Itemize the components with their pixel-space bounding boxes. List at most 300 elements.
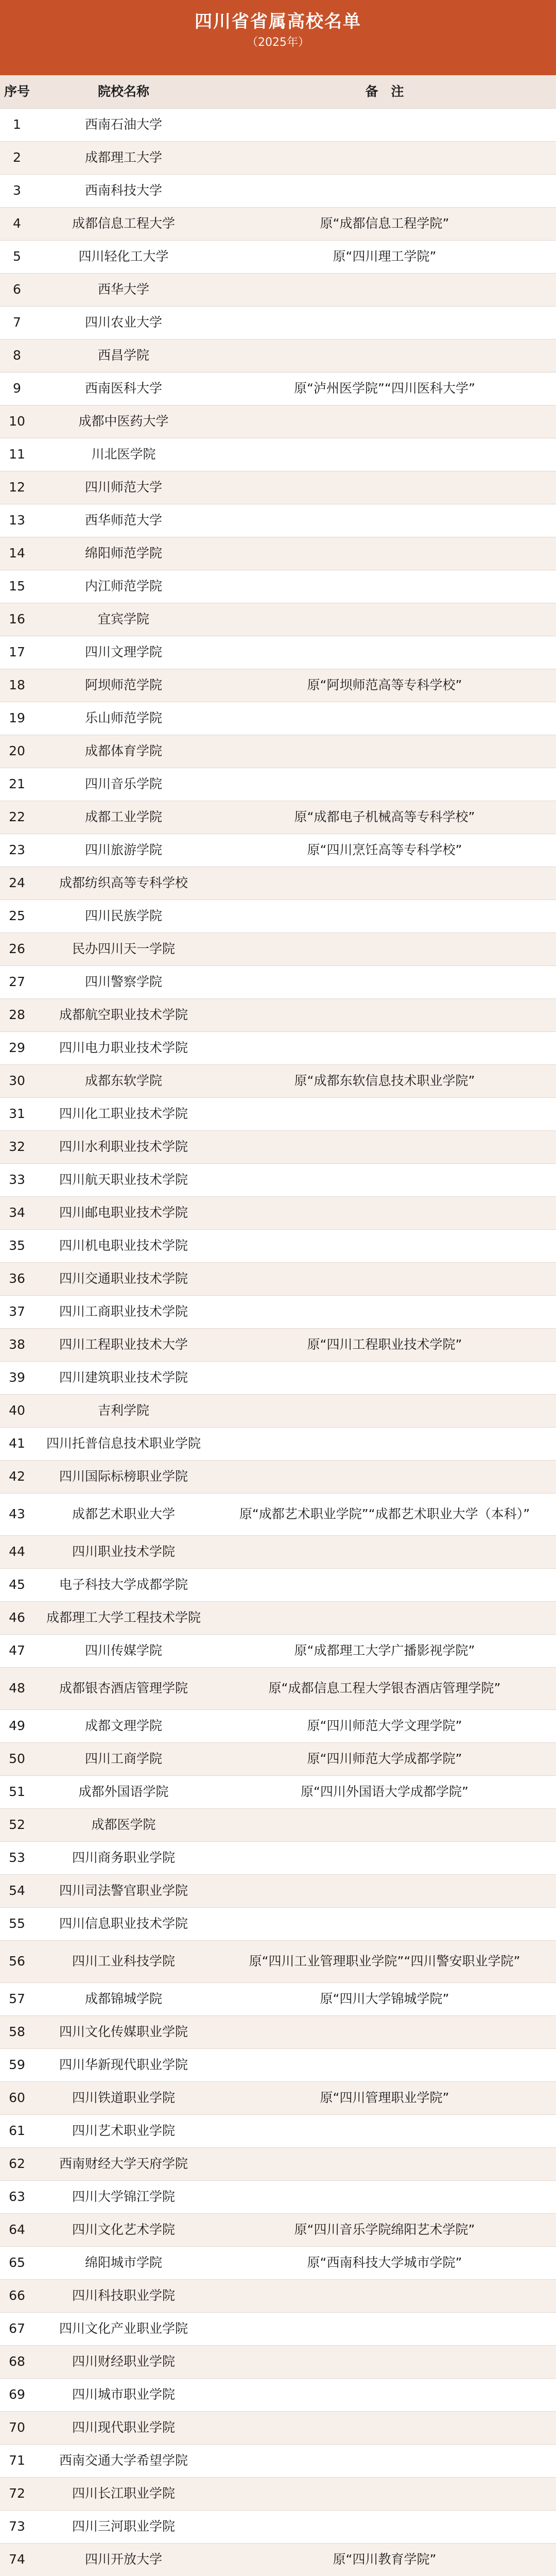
row-number: 9 bbox=[0, 372, 34, 405]
row-note bbox=[213, 273, 556, 306]
row-note bbox=[213, 471, 556, 504]
row-number: 48 bbox=[0, 1667, 34, 1709]
row-note bbox=[213, 1394, 556, 1427]
table-row bbox=[0, 207, 556, 240]
table-row bbox=[0, 438, 556, 471]
school-name: 四川工商学院 bbox=[34, 1742, 213, 1775]
row-note bbox=[213, 1907, 556, 1940]
table-row bbox=[0, 669, 556, 702]
row-number: 25 bbox=[0, 900, 34, 933]
row-note bbox=[213, 1427, 556, 1460]
row-note: 原“成都信息工程学院” bbox=[213, 207, 556, 240]
school-name: 内江师范学院 bbox=[34, 570, 213, 603]
row-note bbox=[213, 174, 556, 207]
row-number: 37 bbox=[0, 1295, 34, 1328]
school-name: 成都外国语学院 bbox=[34, 1775, 213, 1808]
school-name: 绵阳城市学院 bbox=[34, 2246, 213, 2279]
table-row bbox=[0, 1568, 556, 1601]
row-number: 43 bbox=[0, 1493, 34, 1535]
row-number: 63 bbox=[0, 2180, 34, 2213]
row-note bbox=[213, 2312, 556, 2345]
row-note bbox=[213, 1229, 556, 1262]
row-note bbox=[213, 735, 556, 768]
row-note: 原“四川工程职业技术学院” bbox=[213, 1328, 556, 1361]
school-name: 四川文化艺术学院 bbox=[34, 2213, 213, 2246]
row-number: 67 bbox=[0, 2312, 34, 2345]
table-row bbox=[0, 998, 556, 1031]
table-row bbox=[0, 636, 556, 669]
row-note bbox=[213, 1874, 556, 1907]
school-name: 西华大学 bbox=[34, 273, 213, 306]
table-row bbox=[0, 1130, 556, 1163]
school-name: 四川开放大学 bbox=[34, 2543, 213, 2576]
row-note: 原“成都理工大学广播影视学院” bbox=[213, 1634, 556, 1667]
column-header-note: 备 注 bbox=[213, 75, 556, 108]
row-number: 62 bbox=[0, 2147, 34, 2180]
row-note bbox=[213, 1601, 556, 1634]
table-row bbox=[0, 471, 556, 504]
row-note: 原“西南科技大学城市学院” bbox=[213, 2246, 556, 2279]
row-note: 原“四川烹饪高等专科学校” bbox=[213, 834, 556, 867]
school-name: 成都体育学院 bbox=[34, 735, 213, 768]
page-subtitle: （2025年） bbox=[247, 36, 309, 49]
row-number: 35 bbox=[0, 1229, 34, 1262]
table-row bbox=[0, 1394, 556, 1427]
row-note bbox=[213, 1097, 556, 1130]
school-name: 西南交通大学希望学院 bbox=[34, 2444, 213, 2477]
school-name: 四川工业科技学院 bbox=[34, 1940, 213, 1982]
table-row bbox=[0, 2444, 556, 2477]
row-number: 6 bbox=[0, 273, 34, 306]
table-row bbox=[0, 537, 556, 570]
row-note bbox=[213, 636, 556, 669]
school-name: 四川财经职业学院 bbox=[34, 2345, 213, 2378]
row-note bbox=[213, 1163, 556, 1196]
school-name: 四川传媒学院 bbox=[34, 1634, 213, 1667]
table-header-row bbox=[0, 75, 556, 108]
school-name: 成都银杏酒店管理学院 bbox=[34, 1667, 213, 1709]
table-row bbox=[0, 933, 556, 965]
row-number: 50 bbox=[0, 1742, 34, 1775]
table-row bbox=[0, 1601, 556, 1634]
row-note bbox=[213, 900, 556, 933]
school-name: 四川国际标榜职业学院 bbox=[34, 1460, 213, 1493]
row-number: 32 bbox=[0, 1130, 34, 1163]
row-number: 60 bbox=[0, 2081, 34, 2114]
table-row bbox=[0, 1940, 556, 1982]
school-name: 阿坝师范学院 bbox=[34, 669, 213, 702]
school-name: 四川水利职业技术学院 bbox=[34, 1130, 213, 1163]
row-number: 42 bbox=[0, 1460, 34, 1493]
school-name: 四川司法警官职业学院 bbox=[34, 1874, 213, 1907]
school-name: 四川科技职业学院 bbox=[34, 2279, 213, 2312]
school-name: 四川商务职业学院 bbox=[34, 1841, 213, 1874]
row-number: 1 bbox=[0, 108, 34, 141]
table-row bbox=[0, 2378, 556, 2411]
table-row bbox=[0, 1874, 556, 1907]
school-name: 成都工业学院 bbox=[34, 801, 213, 834]
row-number: 71 bbox=[0, 2444, 34, 2477]
row-note bbox=[213, 2444, 556, 2477]
table-row bbox=[0, 2312, 556, 2345]
table-row bbox=[0, 1196, 556, 1229]
table-row bbox=[0, 1841, 556, 1874]
school-name: 四川文化产业职业学院 bbox=[34, 2312, 213, 2345]
table-row bbox=[0, 108, 556, 141]
row-number: 30 bbox=[0, 1064, 34, 1097]
table-row bbox=[0, 2180, 556, 2213]
row-number: 38 bbox=[0, 1328, 34, 1361]
table-row bbox=[0, 1667, 556, 1709]
row-number: 61 bbox=[0, 2114, 34, 2147]
school-name: 成都理工大学 bbox=[34, 141, 213, 174]
school-name: 西昌学院 bbox=[34, 339, 213, 372]
row-note: 原“泸州医学院”“四川医科大学” bbox=[213, 372, 556, 405]
table-row bbox=[0, 2048, 556, 2081]
school-name: 成都航空职业技术学院 bbox=[34, 998, 213, 1031]
row-number: 74 bbox=[0, 2543, 34, 2576]
row-number: 40 bbox=[0, 1394, 34, 1427]
table-row bbox=[0, 2213, 556, 2246]
row-note: 原“四川音乐学院绵阳艺术学院” bbox=[213, 2213, 556, 2246]
row-note: 原“成都艺术职业学院”“成都艺术职业大学（本科）” bbox=[213, 1493, 556, 1535]
row-note bbox=[213, 1808, 556, 1841]
table-row bbox=[0, 2543, 556, 2576]
school-name: 成都纺织高等专科学校 bbox=[34, 867, 213, 900]
school-name: 四川机电职业技术学院 bbox=[34, 1229, 213, 1262]
table-row bbox=[0, 240, 556, 273]
row-note: 原“四川外国语大学成都学院” bbox=[213, 1775, 556, 1808]
school-name: 四川轻化工大学 bbox=[34, 240, 213, 273]
table-row bbox=[0, 801, 556, 834]
row-note bbox=[213, 933, 556, 965]
table-row bbox=[0, 1031, 556, 1064]
table-row bbox=[0, 2147, 556, 2180]
table-row bbox=[0, 2477, 556, 2510]
table-row bbox=[0, 1064, 556, 1097]
school-name: 四川电力职业技术学院 bbox=[34, 1031, 213, 1064]
row-number: 18 bbox=[0, 669, 34, 702]
school-name: 四川工程职业技术大学 bbox=[34, 1328, 213, 1361]
row-number: 26 bbox=[0, 933, 34, 965]
row-number: 29 bbox=[0, 1031, 34, 1064]
row-number: 5 bbox=[0, 240, 34, 273]
school-name: 四川音乐学院 bbox=[34, 768, 213, 801]
page-title: 四川省省属高校名单 bbox=[195, 11, 361, 32]
table-row bbox=[0, 1427, 556, 1460]
row-note bbox=[213, 1262, 556, 1295]
row-note bbox=[213, 1841, 556, 1874]
row-number: 73 bbox=[0, 2510, 34, 2543]
school-name: 成都医学院 bbox=[34, 1808, 213, 1841]
school-name: 四川职业技术学院 bbox=[34, 1535, 213, 1568]
row-note bbox=[213, 867, 556, 900]
table-row bbox=[0, 405, 556, 438]
school-name: 四川农业大学 bbox=[34, 306, 213, 339]
row-note: 原“四川管理职业学院” bbox=[213, 2081, 556, 2114]
row-number: 22 bbox=[0, 801, 34, 834]
row-note bbox=[213, 306, 556, 339]
row-note: 原“四川教育学院” bbox=[213, 2543, 556, 2576]
table-row bbox=[0, 2345, 556, 2378]
school-name: 四川师范大学 bbox=[34, 471, 213, 504]
row-number: 51 bbox=[0, 1775, 34, 1808]
table-row bbox=[0, 2015, 556, 2048]
row-number: 27 bbox=[0, 965, 34, 998]
table-row bbox=[0, 735, 556, 768]
row-number: 59 bbox=[0, 2048, 34, 2081]
row-note bbox=[213, 1295, 556, 1328]
school-name: 四川华新现代职业学院 bbox=[34, 2048, 213, 2081]
row-number: 11 bbox=[0, 438, 34, 471]
school-name: 四川文化传媒职业学院 bbox=[34, 2015, 213, 2048]
row-note bbox=[213, 1535, 556, 1568]
table-row bbox=[0, 867, 556, 900]
row-note bbox=[213, 2180, 556, 2213]
row-note: 原“成都电子机械高等专科学校” bbox=[213, 801, 556, 834]
table-row bbox=[0, 1775, 556, 1808]
table-row bbox=[0, 504, 556, 537]
table-row bbox=[0, 2411, 556, 2444]
row-number: 28 bbox=[0, 998, 34, 1031]
table-row bbox=[0, 603, 556, 636]
school-name: 西南石油大学 bbox=[34, 108, 213, 141]
row-number: 31 bbox=[0, 1097, 34, 1130]
row-note bbox=[213, 2510, 556, 2543]
school-name: 四川城市职业学院 bbox=[34, 2378, 213, 2411]
table-row bbox=[0, 2114, 556, 2147]
row-note bbox=[213, 1196, 556, 1229]
school-name: 四川航天职业技术学院 bbox=[34, 1163, 213, 1196]
row-note bbox=[213, 2048, 556, 2081]
row-number: 56 bbox=[0, 1940, 34, 1982]
row-note bbox=[213, 2114, 556, 2147]
school-name: 成都信息工程大学 bbox=[34, 207, 213, 240]
row-number: 33 bbox=[0, 1163, 34, 1196]
school-name: 四川旅游学院 bbox=[34, 834, 213, 867]
row-number: 46 bbox=[0, 1601, 34, 1634]
table-row bbox=[0, 900, 556, 933]
row-note bbox=[213, 2411, 556, 2444]
table-row bbox=[0, 1097, 556, 1130]
table-row bbox=[0, 306, 556, 339]
column-header-name: 院校名称 bbox=[34, 75, 213, 108]
school-name: 民办四川天一学院 bbox=[34, 933, 213, 965]
row-note: 原“成都信息工程大学银杏酒店管理学院” bbox=[213, 1667, 556, 1709]
school-name: 宜宾学院 bbox=[34, 603, 213, 636]
row-note bbox=[213, 1460, 556, 1493]
school-name: 四川民族学院 bbox=[34, 900, 213, 933]
page-header bbox=[0, 0, 556, 75]
school-name: 四川三河职业学院 bbox=[34, 2510, 213, 2543]
school-name: 成都艺术职业大学 bbox=[34, 1493, 213, 1535]
table-row bbox=[0, 1229, 556, 1262]
row-note bbox=[213, 1130, 556, 1163]
school-name: 乐山师范学院 bbox=[34, 702, 213, 735]
row-note bbox=[213, 1361, 556, 1394]
row-note bbox=[213, 570, 556, 603]
row-number: 54 bbox=[0, 1874, 34, 1907]
row-number: 36 bbox=[0, 1262, 34, 1295]
row-number: 68 bbox=[0, 2345, 34, 2378]
row-number: 2 bbox=[0, 141, 34, 174]
row-note bbox=[213, 2147, 556, 2180]
university-table bbox=[0, 75, 556, 2576]
row-number: 44 bbox=[0, 1535, 34, 1568]
school-name: 四川大学锦江学院 bbox=[34, 2180, 213, 2213]
row-number: 20 bbox=[0, 735, 34, 768]
row-number: 13 bbox=[0, 504, 34, 537]
table-row bbox=[0, 834, 556, 867]
school-name: 四川托普信息技术职业学院 bbox=[34, 1427, 213, 1460]
table-row bbox=[0, 1907, 556, 1940]
row-number: 53 bbox=[0, 1841, 34, 1874]
row-number: 52 bbox=[0, 1808, 34, 1841]
row-number: 69 bbox=[0, 2378, 34, 2411]
row-note: 原“四川师范大学成都学院” bbox=[213, 1742, 556, 1775]
school-name: 西南医科大学 bbox=[34, 372, 213, 405]
table-row bbox=[0, 2279, 556, 2312]
row-note bbox=[213, 141, 556, 174]
row-note bbox=[213, 339, 556, 372]
table-row bbox=[0, 1982, 556, 2015]
row-note bbox=[213, 965, 556, 998]
row-note bbox=[213, 2345, 556, 2378]
school-name: 吉利学院 bbox=[34, 1394, 213, 1427]
table-row bbox=[0, 1709, 556, 1742]
row-number: 66 bbox=[0, 2279, 34, 2312]
table-row bbox=[0, 1535, 556, 1568]
school-name: 四川建筑职业技术学院 bbox=[34, 1361, 213, 1394]
row-note bbox=[213, 537, 556, 570]
row-number: 64 bbox=[0, 2213, 34, 2246]
row-note bbox=[213, 2378, 556, 2411]
school-name: 四川艺术职业学院 bbox=[34, 2114, 213, 2147]
school-name: 成都理工大学工程技术学院 bbox=[34, 1601, 213, 1634]
row-note: 原“四川理工学院” bbox=[213, 240, 556, 273]
row-note: 原“阿坝师范高等专科学校” bbox=[213, 669, 556, 702]
school-name: 四川警察学院 bbox=[34, 965, 213, 998]
row-number: 19 bbox=[0, 702, 34, 735]
table-row bbox=[0, 2510, 556, 2543]
row-number: 65 bbox=[0, 2246, 34, 2279]
row-number: 45 bbox=[0, 1568, 34, 1601]
row-number: 3 bbox=[0, 174, 34, 207]
table-row bbox=[0, 2246, 556, 2279]
table-row bbox=[0, 768, 556, 801]
row-note bbox=[213, 768, 556, 801]
table-row bbox=[0, 1328, 556, 1361]
school-name: 西南财经大学天府学院 bbox=[34, 2147, 213, 2180]
row-number: 34 bbox=[0, 1196, 34, 1229]
row-number: 55 bbox=[0, 1907, 34, 1940]
row-note bbox=[213, 2279, 556, 2312]
table-row bbox=[0, 141, 556, 174]
table-row bbox=[0, 1808, 556, 1841]
row-number: 4 bbox=[0, 207, 34, 240]
row-number: 8 bbox=[0, 339, 34, 372]
school-name: 电子科技大学成都学院 bbox=[34, 1568, 213, 1601]
table-row bbox=[0, 1163, 556, 1196]
table-row bbox=[0, 1493, 556, 1535]
school-name: 四川信息职业技术学院 bbox=[34, 1907, 213, 1940]
row-note: 原“四川师范大学文理学院” bbox=[213, 1709, 556, 1742]
row-note bbox=[213, 1568, 556, 1601]
school-name: 成都文理学院 bbox=[34, 1709, 213, 1742]
table-row bbox=[0, 372, 556, 405]
table-row bbox=[0, 702, 556, 735]
school-name: 川北医学院 bbox=[34, 438, 213, 471]
table-row bbox=[0, 1634, 556, 1667]
school-name: 四川化工职业技术学院 bbox=[34, 1097, 213, 1130]
table-row bbox=[0, 1361, 556, 1394]
column-header-number: 序号 bbox=[0, 75, 34, 108]
school-name: 四川文理学院 bbox=[34, 636, 213, 669]
row-note bbox=[213, 438, 556, 471]
table-row bbox=[0, 2081, 556, 2114]
row-note bbox=[213, 998, 556, 1031]
school-name: 四川长江职业学院 bbox=[34, 2477, 213, 2510]
school-name: 四川邮电职业技术学院 bbox=[34, 1196, 213, 1229]
row-number: 17 bbox=[0, 636, 34, 669]
row-number: 12 bbox=[0, 471, 34, 504]
row-number: 47 bbox=[0, 1634, 34, 1667]
row-number: 57 bbox=[0, 1982, 34, 2015]
row-note bbox=[213, 702, 556, 735]
row-number: 24 bbox=[0, 867, 34, 900]
table-row bbox=[0, 570, 556, 603]
row-number: 23 bbox=[0, 834, 34, 867]
school-name: 四川工商职业技术学院 bbox=[34, 1295, 213, 1328]
school-name: 四川交通职业技术学院 bbox=[34, 1262, 213, 1295]
school-name: 四川铁道职业学院 bbox=[34, 2081, 213, 2114]
school-name: 成都中医药大学 bbox=[34, 405, 213, 438]
row-number: 14 bbox=[0, 537, 34, 570]
row-note bbox=[213, 603, 556, 636]
school-name: 绵阳师范学院 bbox=[34, 537, 213, 570]
row-number: 10 bbox=[0, 405, 34, 438]
table-row bbox=[0, 273, 556, 306]
school-name: 成都锦城学院 bbox=[34, 1982, 213, 2015]
row-number: 21 bbox=[0, 768, 34, 801]
row-note: 原“四川大学锦城学院” bbox=[213, 1982, 556, 2015]
row-number: 41 bbox=[0, 1427, 34, 1460]
row-number: 16 bbox=[0, 603, 34, 636]
table-row bbox=[0, 1295, 556, 1328]
row-note bbox=[213, 2477, 556, 2510]
row-note: 原“四川工业管理职业学院”“四川警安职业学院” bbox=[213, 1940, 556, 1982]
table-row bbox=[0, 1460, 556, 1493]
row-note bbox=[213, 504, 556, 537]
table-row bbox=[0, 1742, 556, 1775]
school-name: 成都东软学院 bbox=[34, 1064, 213, 1097]
row-number: 70 bbox=[0, 2411, 34, 2444]
row-number: 49 bbox=[0, 1709, 34, 1742]
row-number: 58 bbox=[0, 2015, 34, 2048]
row-note bbox=[213, 2015, 556, 2048]
row-note bbox=[213, 1031, 556, 1064]
row-number: 72 bbox=[0, 2477, 34, 2510]
row-number: 15 bbox=[0, 570, 34, 603]
table-row bbox=[0, 1262, 556, 1295]
table-row bbox=[0, 965, 556, 998]
row-number: 7 bbox=[0, 306, 34, 339]
table-row bbox=[0, 174, 556, 207]
school-name: 西华师范大学 bbox=[34, 504, 213, 537]
row-note bbox=[213, 405, 556, 438]
school-name: 西南科技大学 bbox=[34, 174, 213, 207]
school-name: 四川现代职业学院 bbox=[34, 2411, 213, 2444]
